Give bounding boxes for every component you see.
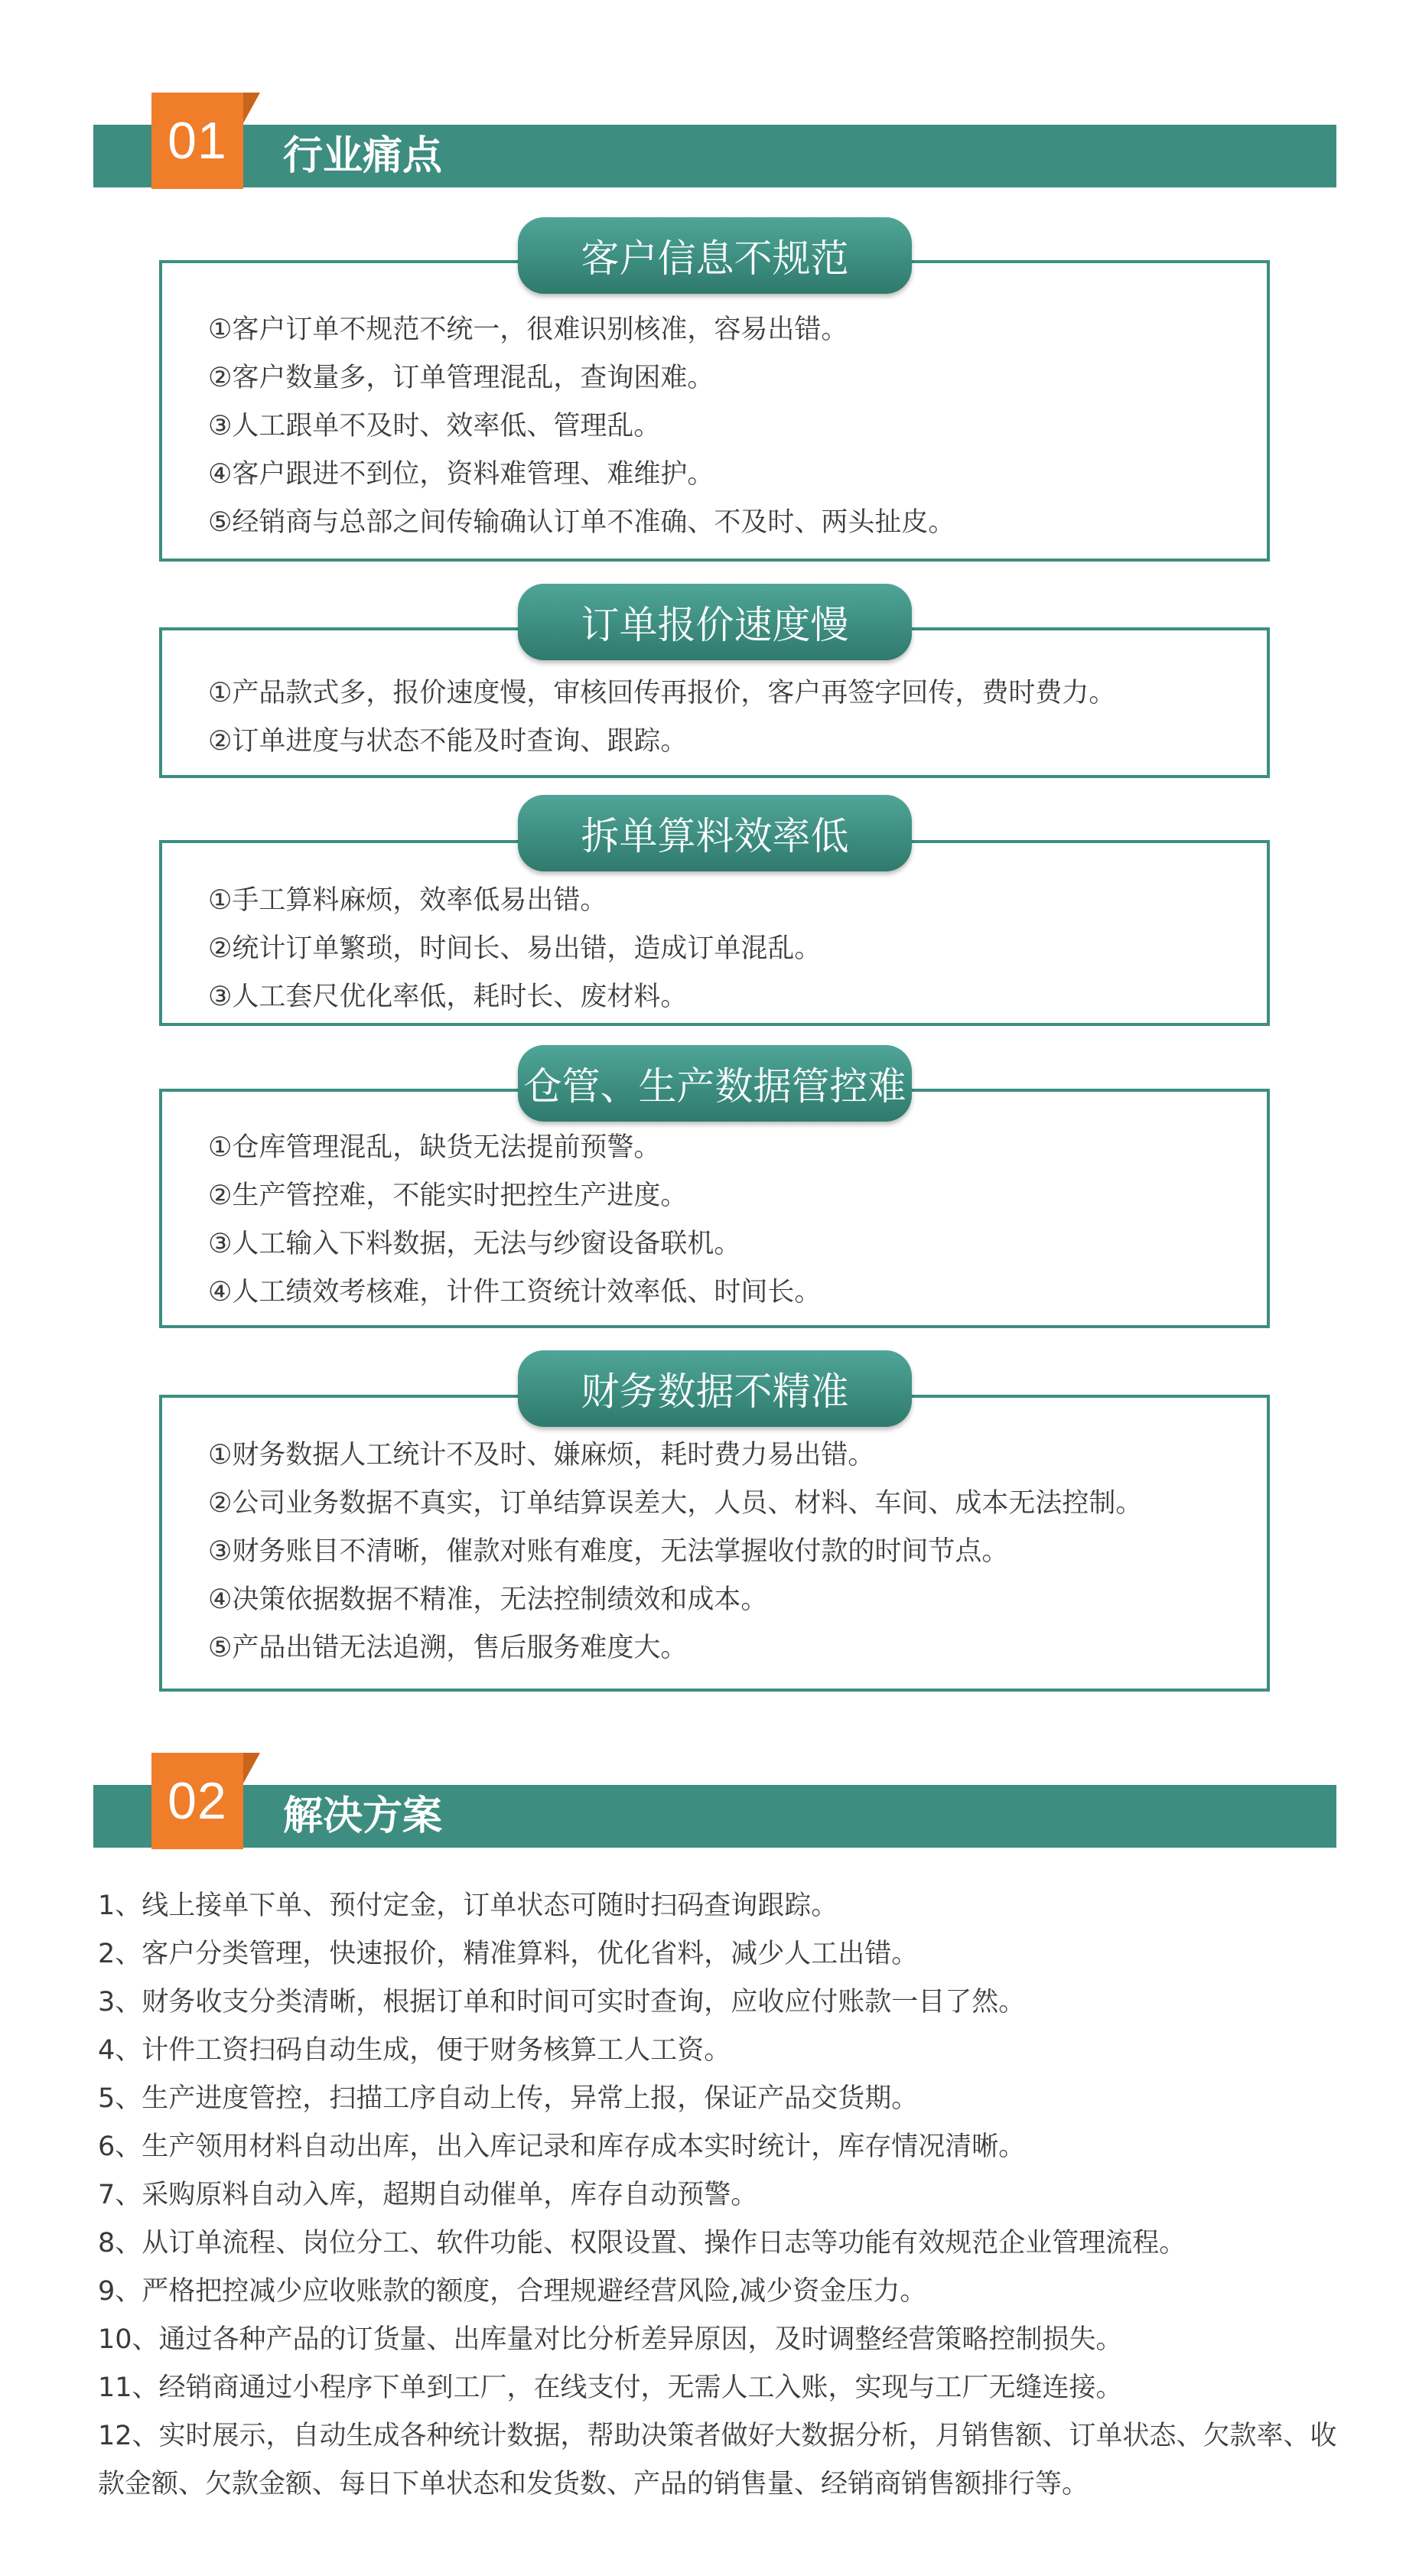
list-item: ①财务数据人工统计不及时、嫌麻烦，耗时费力易出错。 bbox=[208, 1440, 875, 1470]
list-item: ④人工绩效考核难，计件工资统计效率低、时间长。 bbox=[208, 1277, 822, 1308]
pain-point-title: 拆单算料效率低 bbox=[518, 795, 912, 871]
list-item: ②公司业务数据不真实，订单结算误差大，人员、材料、车间、成本无法控制。 bbox=[208, 1488, 1143, 1519]
solutions-list bbox=[98, 1882, 1337, 2509]
list-item: 12、实时展示，自动生成各种统计数据，帮助决策者做好大数据分析，月销售额、订单状态、欠款率、收款金额、欠款金额、每日下单状态和发货数、产品的销售量、经销商销售额排行等。 bbox=[98, 2421, 1337, 2499]
section-header-bar bbox=[93, 125, 1336, 187]
list-item: ③人工跟单不及时、效率低、管理乱。 bbox=[208, 411, 661, 441]
pain-point-list bbox=[208, 877, 821, 1021]
section-title: 解决方案 bbox=[283, 1793, 443, 1839]
list-item: ①仓库管理混乱，缺货无法提前预警。 bbox=[208, 1132, 661, 1163]
list-item: ②生产管控难，不能实时把控生产进度。 bbox=[208, 1181, 688, 1211]
list-item: ③财务账目不清晰，催款对账有难度，无法掌握收付款的时间节点。 bbox=[208, 1536, 1009, 1567]
list-item: 2、客户分类管理，快速报价，精准算料，优化省料，减少人工出错。 bbox=[98, 1939, 919, 1969]
list-item: ①手工算料麻烦，效率低易出错。 bbox=[208, 885, 607, 916]
pain-point-title: 订单报价速度慢 bbox=[518, 584, 912, 660]
pain-point-title: 客户信息不规范 bbox=[518, 217, 912, 294]
list-item: ④决策依据数据不精准，无法控制绩效和成本。 bbox=[208, 1584, 768, 1615]
list-item: 7、采购原料自动入库，超期自动催单，库存自动预警。 bbox=[98, 2180, 758, 2210]
list-item: ⑤产品出错无法追溯，售后服务难度大。 bbox=[208, 1633, 688, 1663]
pain-point-list bbox=[208, 306, 955, 547]
list-item: ④客户跟进不到位，资料难管理、难维护。 bbox=[208, 459, 714, 490]
list-item: ②订单进度与状态不能及时查询、跟踪。 bbox=[208, 726, 688, 757]
list-item: 5、生产进度管控，扫描工序自动上传，异常上报，保证产品交货期。 bbox=[98, 2083, 919, 2114]
list-item: ②客户数量多，订单管理混乱，查询困难。 bbox=[208, 363, 714, 393]
section-header-bar bbox=[93, 1785, 1336, 1848]
list-item: 6、生产领用材料自动出库，出入库记录和库存成本实时统计，库存情况清晰。 bbox=[98, 2131, 1026, 2162]
list-item: ③人工输入下料数据，无法与纱窗设备联机。 bbox=[208, 1229, 741, 1259]
pain-point-list bbox=[208, 1124, 821, 1317]
list-item: 9、严格把控减少应收账款的额度，合理规避经营风险,减少资金压力。 bbox=[98, 2276, 927, 2307]
list-item: 8、从订单流程、岗位分工、软件功能、权限设置、操作日志等功能有效规范企业管理流程。 bbox=[98, 2228, 1186, 2258]
pain-point-list bbox=[208, 669, 1115, 766]
list-item: ①产品款式多，报价速度慢，审核回传再报价，客户再签字回传，费时费力。 bbox=[208, 678, 1116, 708]
list-item: ③人工套尺优化率低，耗时长、废材料。 bbox=[208, 982, 688, 1012]
pain-point-title: 仓管、生产数据管控难 bbox=[518, 1045, 912, 1122]
section-number-badge: 01 bbox=[151, 93, 243, 189]
pain-point-list bbox=[208, 1431, 1142, 1672]
list-item: 3、财务收支分类清晰，根据订单和时间可实时查询，应收应付账款一目了然。 bbox=[98, 1987, 1026, 2017]
list-item: 1、线上接单下单、预付定金，订单状态可随时扫码查询跟踪。 bbox=[98, 1890, 838, 1921]
section-number-badge: 02 bbox=[151, 1753, 243, 1849]
list-item: ①客户订单不规范不统一，很难识别核准，容易出错。 bbox=[208, 314, 848, 345]
list-item: 4、计件工资扫码自动生成，便于财务核算工人工资。 bbox=[98, 2035, 731, 2066]
pain-point-title: 财务数据不精准 bbox=[518, 1350, 912, 1427]
list-item: 11、经销商通过小程序下单到工厂，在线支付，无需人工入账，实现与工厂无缝连接。 bbox=[98, 2372, 1123, 2403]
section-title: 行业痛点 bbox=[283, 133, 443, 179]
list-item: ②统计订单繁琐，时间长、易出错，造成订单混乱。 bbox=[208, 933, 822, 964]
list-item: ⑤经销商与总部之间传输确认订单不准确、不及时、两头扯皮。 bbox=[208, 507, 955, 538]
list-item: 10、通过各种产品的订货量、出库量对比分析差异原因，及时调整经营策略控制损失。 bbox=[98, 2324, 1123, 2355]
